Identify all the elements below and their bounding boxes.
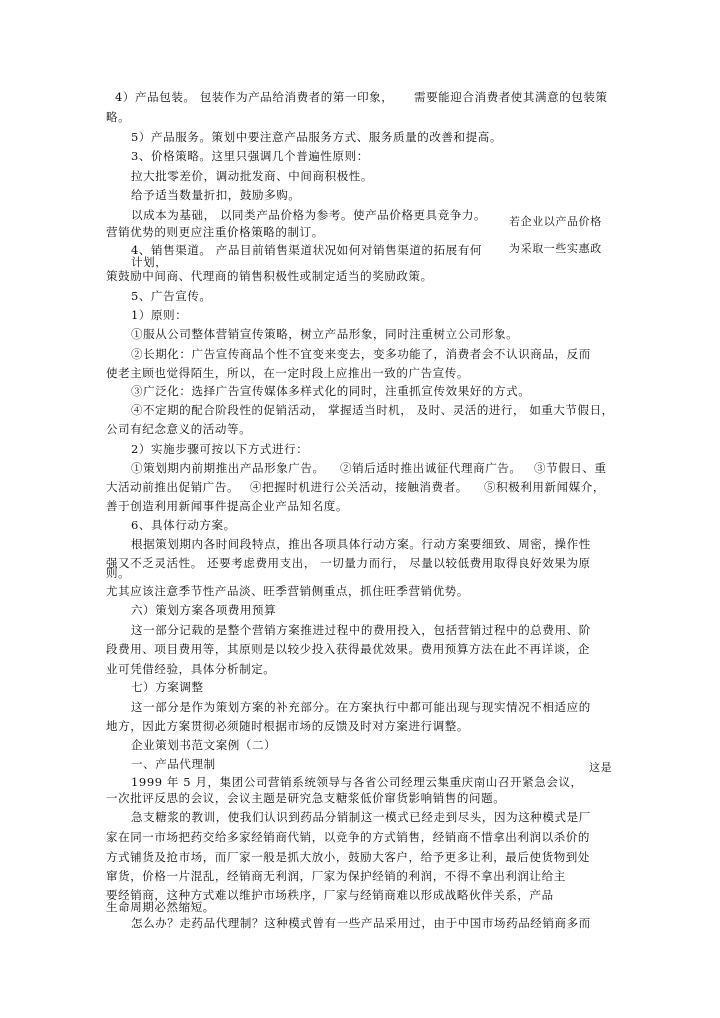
text-line: 方式铺货及抢市场，而厂家一般是抓大放小，鼓励大客户，给予更多让利，最后使货物到处 [106, 850, 590, 864]
text-line: 若企业以产品价格 [509, 215, 602, 228]
text-line: 地方，因此方案贯彻必须随时根据市场的反馈及时对方案进行调整。 [106, 719, 469, 733]
text-line: 1）原则： [131, 308, 188, 322]
text-line: 策鼓励中间商、代理商的销售积极性或制定适当的奖励政策。 [106, 269, 433, 283]
text-line: ④把握时机进行公关活动，接触消费者。 [250, 480, 468, 494]
text-line: 一次批评反思的会议，会议主题是研究急支糖浆低价窜货影响销售的问题。 [106, 791, 506, 805]
text-line: 企业策划书范文案例（二） [131, 738, 277, 752]
text-line: 为采取一些实惠政 [509, 242, 602, 255]
text-line: 这一部分是作为策划方案的补充部分。在方案执行中都可能出现与现实情况不相适应的 [131, 700, 591, 714]
text-line: 拉大批零差价，调动批发商、中间商积极性。 [131, 169, 373, 183]
text-line: ②销后适时推出诚征代理商广告。 [340, 461, 522, 475]
text-line: ②长期化：广告宣传商品个性不宜变来变去，变多功能了，消费者会不认识商品，反而 [131, 347, 591, 361]
text-line: 营销优势的则更应注重价格策略的制订。 [106, 225, 324, 239]
text-line: 家在同一市场把药交给多家经销商代销，以竞争的方式销售，经销商不惜拿出利润以杀价的 [106, 830, 590, 844]
text-line: ①服从公司整体营销宣传策略，树立产品形象，同时注重树立公司形象。 [131, 327, 519, 341]
text-line: 一、产品代理制 [131, 757, 216, 771]
text-line: 这是 [589, 761, 613, 774]
text-line: 3、价格策略。这里只强调几个普遍性原则： [131, 149, 369, 163]
text-line: 业可凭借经验，具体分析制定。 [106, 662, 276, 676]
text-line: 则。 [106, 566, 131, 580]
text-line: 七）方案调整 [131, 680, 204, 694]
text-line: 生命周期必然缩短。 [106, 900, 215, 914]
text-line: 强又不乏灵活性。 还要考虑费用支出， 一切量力而行， 尽量以较低费用取得良好效果为原 [106, 556, 591, 570]
text-line: 大活动前推出促销广告。 [106, 480, 240, 494]
text-line: ③节假日、重 [534, 461, 607, 475]
text-line: 2）实施步骤可按以下方式进行： [131, 442, 309, 456]
text-line: 根据策划期内各时间段特点，推出各项具体行动方案。行动方案要细致、周密，操作性 [131, 537, 591, 551]
text-line: 怎么办？走药品代理制？这种模式曾有一些产品采用过，由于中国市场药品经销商多而 [131, 916, 591, 930]
text-line: 1999 年 5 月，集团公司营销系统领导与各省公司经理云集重庆南山召开紧急会议， [131, 775, 583, 789]
text-line: 计划， [131, 255, 168, 269]
text-line: 六）策划方案各项费用预算 [131, 603, 277, 617]
text-line: 这一部分记载的是整个营销方案推进过程中的费用投入，包括营销过程中的总费用、阶 [131, 623, 591, 637]
text-line: 给予适当数量折扣，鼓励多购。 [131, 188, 301, 202]
text-line: 6、具体行动方案。 [131, 518, 236, 532]
text-line: 需要能迎合消费者使其满意的包装策 [414, 90, 608, 104]
text-line: 窜货，价格一片混乱，经销商无利润，厂家为保护经销的利润，不得不拿出利润让给主 [106, 869, 566, 883]
text-line: 5、广告宣传。 [131, 289, 212, 303]
text-line: 公司有纪念意义的活动等。 [106, 422, 252, 436]
text-line: 急支糖浆的教训，使我们认识到药品分销制这一模式已经走到尽头，因为这种模式是厂 [131, 810, 591, 824]
text-line: 要经销商，这种方式难以维护市场秩序，厂家与经销商难以形成战略伙伴关系，产品 [106, 888, 554, 902]
text-line: ①策划期内前期推出产品形象广告。 [131, 461, 325, 475]
text-line: 以成本为基础， 以同类产品价格为参考。使产品价格更具竞争力。 [131, 208, 487, 222]
text-line: ③广泛化：选择广告宣传媒体多样式化的同时，注重抓宣传效果好的方式。 [131, 384, 531, 398]
text-line: ④不定期的配合阶段性的促销活动， 掌握适当时机， 及时、灵活的进行， 如重大节假日， [131, 403, 614, 417]
text-line: 4、销售渠道。 产品目前销售渠道状况如何对销售渠道的拓展有何 [131, 243, 482, 257]
text-line: 4）产品包装。 包装作为产品给消费者的第一印象， [115, 90, 394, 104]
text-line: 使老主顾也觉得陌生，所以，在一定时段上应推出一致的广告宣传。 [106, 366, 469, 380]
text-line: 略。 [106, 110, 131, 124]
text-line: 段费用、项目费用等，其原则是以较少投入获得最优效果。费用预算方法在此不再详谈，企 [106, 642, 590, 656]
text-line: 尤其应该注意季节性产品淡、旺季营销侧重点，抓住旺季营销优势。 [106, 584, 469, 598]
text-line: 5）产品服务。策划中要注意产品服务方式、服务质量的改善和提高。 [131, 130, 502, 144]
text-line: ⑤积极利用新闻媒介， [484, 480, 605, 494]
text-line: 善于创造利用新闻事件提高企业产品知名度。 [106, 499, 348, 513]
